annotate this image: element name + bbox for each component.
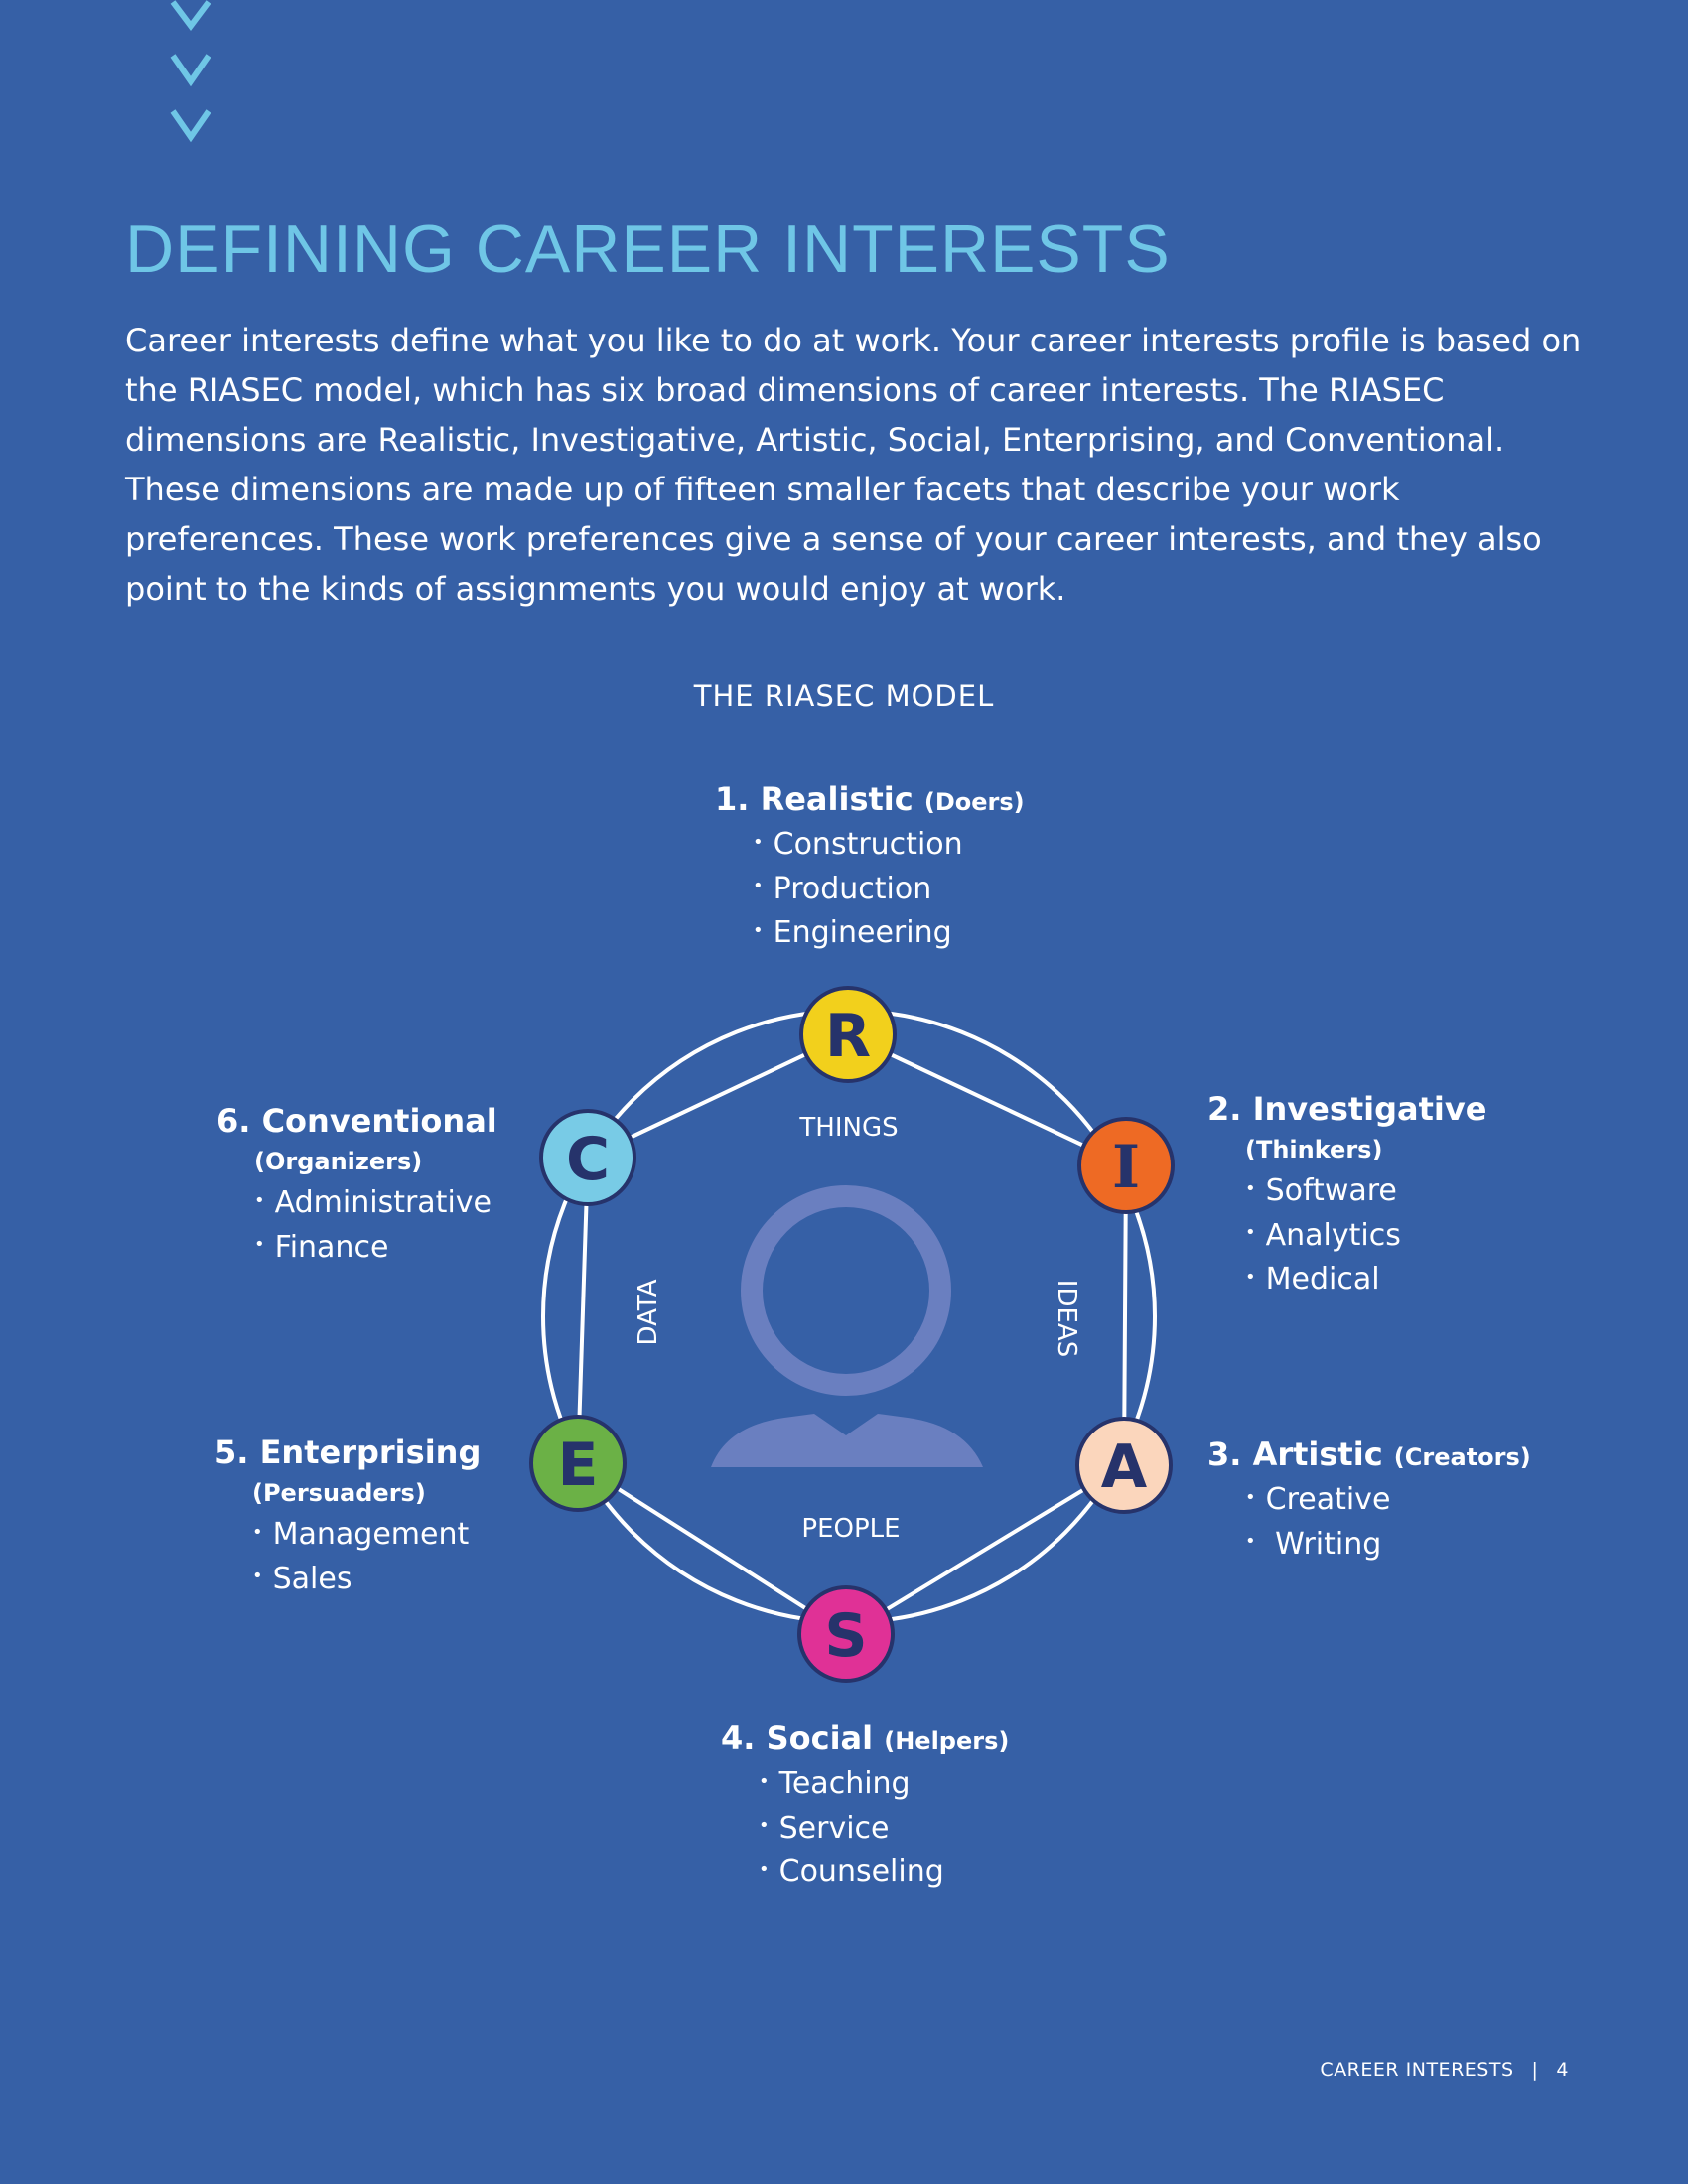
dimension-artistic (1207, 1433, 1531, 1567)
facet-item: • Analytics (1245, 1214, 1486, 1259)
axis-label-things: THINGS (799, 1113, 899, 1143)
dimension-heading: 3. Artistic (1207, 1435, 1383, 1473)
dimension-heading: 2. Investigative (1207, 1090, 1487, 1128)
facet-item: • Engineering (753, 911, 1025, 956)
dimension-heading: 5. Enterprising (214, 1433, 482, 1471)
dimension-conventional (216, 1100, 497, 1270)
node-letter: R (824, 1002, 872, 1071)
node-letter: A (1100, 1433, 1148, 1502)
node-letter: I (1111, 1133, 1141, 1202)
node-enterprising (531, 1417, 625, 1510)
facet-item: • Teaching (759, 1762, 1009, 1807)
node-realistic (801, 988, 895, 1081)
facet-item: • Production (753, 868, 1025, 912)
page-number: 4 (1556, 2059, 1569, 2081)
facet-item: • Writing (1245, 1523, 1531, 1568)
facet-item: • Counseling (759, 1850, 1009, 1895)
node-artistic (1077, 1419, 1171, 1512)
facet-list (216, 1181, 497, 1270)
dimension-investigative (1207, 1088, 1486, 1302)
dimension-heading: 4. Social (721, 1719, 874, 1757)
axis-label-ideas: IDEAS (1052, 1279, 1081, 1358)
facet-item: • Management (252, 1513, 481, 1558)
model-title: THE RIASEC MODEL (693, 679, 995, 713)
facet-item: • Sales (252, 1558, 481, 1602)
dimension-realistic (715, 778, 1025, 956)
facet-item: • Construction (753, 823, 1025, 868)
facet-list (721, 1762, 1009, 1895)
facet-list (715, 823, 1025, 956)
axis-label-people: PEOPLE (801, 1514, 901, 1544)
node-letter: E (557, 1431, 599, 1500)
facet-item: • Administrative (254, 1181, 497, 1226)
node-investigative (1079, 1119, 1173, 1212)
dimension-social (721, 1717, 1009, 1895)
node-social (799, 1587, 893, 1681)
dimension-nickname: (Thinkers) (1245, 1136, 1383, 1163)
facet-item: • Creative (1245, 1478, 1531, 1523)
node-letter: S (824, 1601, 868, 1671)
facet-list (1207, 1478, 1531, 1567)
facet-list (214, 1513, 481, 1601)
dimension-nickname: (Doers) (923, 788, 1025, 816)
page-footer (1320, 2059, 1569, 2081)
facet-item: • Medical (1245, 1258, 1486, 1302)
dimension-heading: 1. Realistic (715, 780, 914, 818)
axis-label-data: DATA (633, 1279, 663, 1346)
footer-separator: | (1531, 2059, 1539, 2081)
footer-section-label: CAREER INTERESTS (1320, 2059, 1514, 2081)
node-conventional (541, 1111, 634, 1204)
facet-item: • Service (759, 1807, 1009, 1851)
dimension-nickname: (Creators) (1393, 1443, 1531, 1471)
dimension-nickname: (Organizers) (254, 1148, 423, 1175)
node-letter: C (565, 1125, 611, 1194)
person-icon (711, 1196, 983, 1467)
facet-item: • Software (1245, 1169, 1486, 1214)
dimension-heading: 6. Conventional (216, 1102, 497, 1140)
page-title: DEFINING CAREER INTERESTS (125, 211, 1171, 287)
dimension-enterprising (214, 1432, 481, 1601)
facet-list (1207, 1169, 1486, 1302)
intro-paragraph: Career interests define what you like to do at work. Your career interests profile is based on the RIASEC model, which has six broad dimensions of career interests. The RIASEC dimensions are Realistic, Investigative, Artistic, Social, Enterprising, and Conventional. These dimensions are made up of fifteen smaller facets that describe your work preferences. These work preferences give a sense of your career interests, and they also point to the kinds of assignments you would enjoy at work. (125, 322, 1582, 608)
dimension-nickname: (Helpers) (884, 1727, 1010, 1755)
facet-item: • Finance (254, 1226, 497, 1271)
dimension-nickname: (Persuaders) (252, 1479, 426, 1507)
